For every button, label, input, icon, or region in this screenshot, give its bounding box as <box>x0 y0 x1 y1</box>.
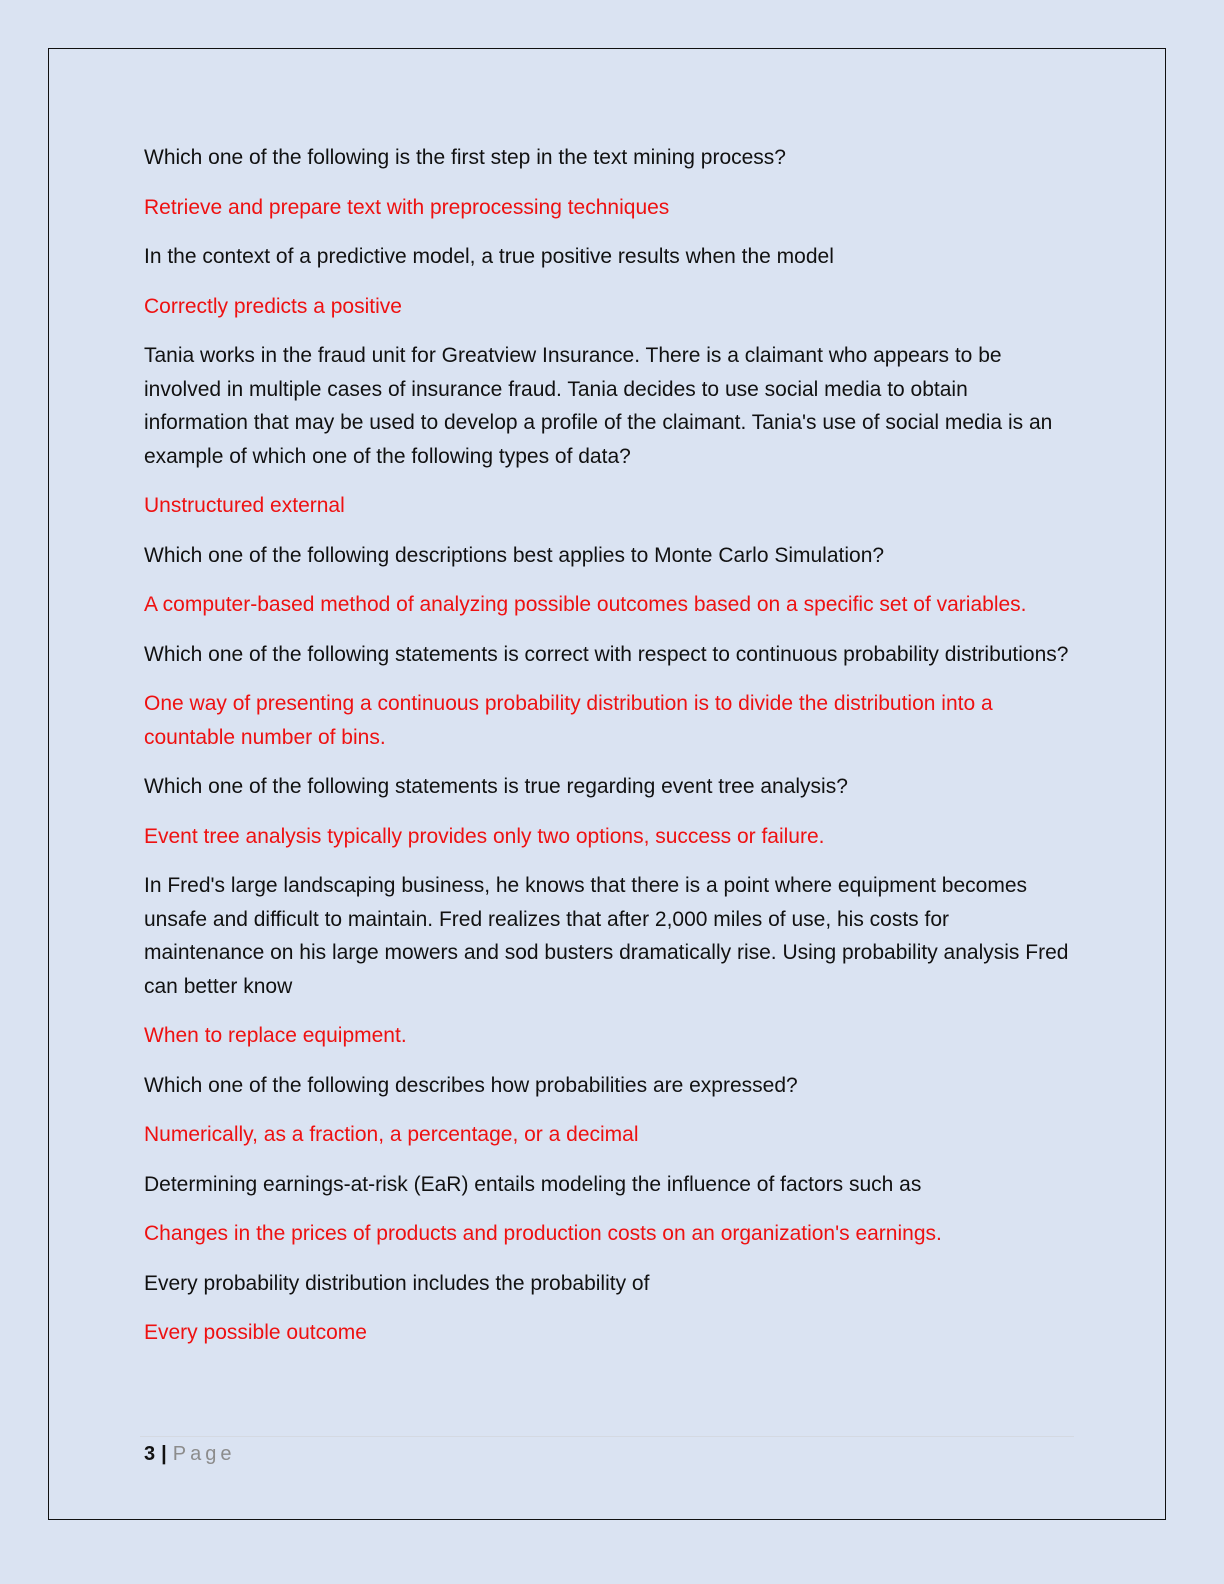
question-10: Every probability distribution includes the probability of <box>144 1271 650 1295</box>
page-label: Page <box>172 1443 236 1465</box>
document-body <box>144 141 1074 1366</box>
answer-9: Changes in the prices of products and production costs on an organization's earnings. <box>144 1222 942 1245</box>
answer-3: Unstructured external <box>144 494 345 517</box>
question-7: In Fred's large landscaping business, he knows that there is a point where equipment becomes unsafe and difficult to maintain. Fred realizes that after 2,000 miles of use, his costs for maintenance on his large mowers and sod busters dramatically rise. Using probability analysis Fred can better know <box>144 874 1069 998</box>
answer-4: A computer-based method of analyzing possible outcomes based on a specific set of variables. <box>144 593 1027 616</box>
footer-separator: | <box>161 1443 167 1465</box>
question-6: Which one of the following statements is true regarding event tree analysis? <box>144 775 848 798</box>
question-2: In the context of a predictive model, a true positive results when the model <box>144 245 834 268</box>
question-9: Determining earnings-at-risk (EaR) entails modeling the influence of factors such as <box>144 1172 922 1196</box>
answer-10: Every possible outcome <box>144 1321 367 1344</box>
answer-1: Retrieve and prepare text with preprocessing techniques <box>144 195 670 219</box>
question-4: Which one of the following descriptions best applies to Monte Carlo Simulation? <box>144 543 885 567</box>
answer-5: One way of presenting a continuous probability distribution is to divide the distribution into a countable number of bins. <box>144 692 993 749</box>
page-number: 3 <box>144 1443 156 1465</box>
question-1: Which one of the following is the first step in the text mining process? <box>144 146 786 169</box>
answer-6: Event tree analysis typically provides only two options, success or failure. <box>144 824 825 848</box>
question-8: Which one of the following describes how probabilities are expressed? <box>144 1073 798 1097</box>
footer-rule <box>140 1436 1074 1437</box>
question-5: Which one of the following statements is correct with respect to continuous probability distributions? <box>144 642 1069 666</box>
page-footer <box>144 1440 235 1468</box>
answer-7: When to replace equipment. <box>144 1024 407 1047</box>
question-3: Tania works in the fraud unit for Greatview Insurance. There is a claimant who appears to be involved in multiple cases of insurance fraud. Tania decides to use social media to obtain information that may be used to develop a profile of the claimant. Tania's use of social media is an example of which one of the following types of data? <box>144 344 1053 468</box>
answer-8: Numerically, as a fraction, a percentage, or a decimal <box>144 1123 639 1146</box>
answer-2: Correctly predicts a positive <box>144 294 402 318</box>
